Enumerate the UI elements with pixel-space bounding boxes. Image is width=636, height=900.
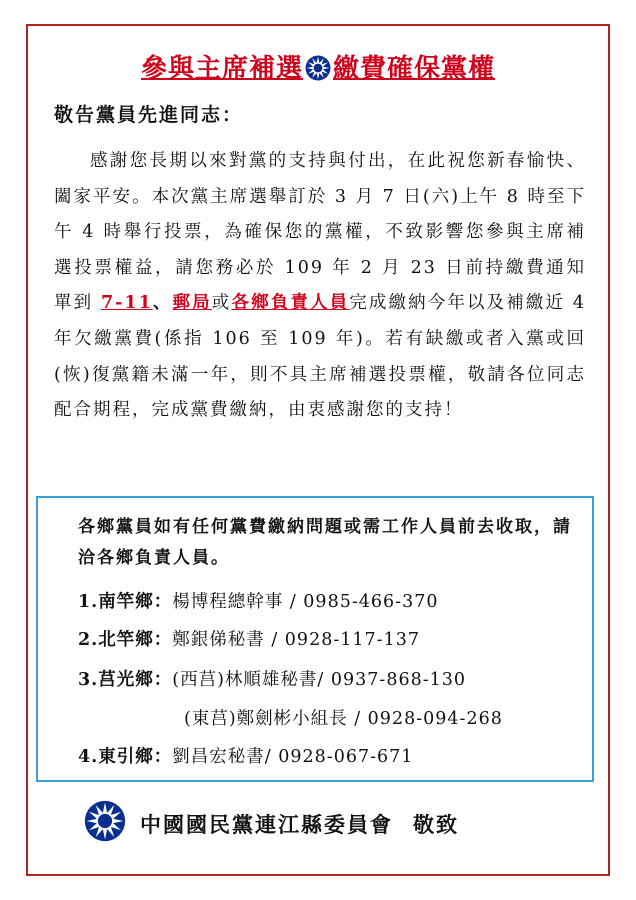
contact-township: 2.北竿鄉：	[78, 630, 173, 650]
contact-item	[184, 705, 503, 730]
contact-township: 3.莒光鄉：	[78, 670, 173, 690]
contact-township: 1.南竿鄉：	[78, 592, 173, 612]
organization-name: 中國國民黨連江縣委員會	[140, 811, 393, 837]
contact-person: 劉昌宏秘書/ 0928-067-671	[172, 747, 414, 767]
contact-person: (西莒)林順雄秘書/ 0937-868-130	[172, 670, 467, 690]
highlight-township-staff: 各鄉負責人員	[231, 293, 350, 314]
highlight-post-office: 郵局	[172, 293, 212, 314]
page-title	[0, 48, 636, 88]
title-part1: 參與主席補選	[140, 54, 303, 84]
contact-note: 各鄉黨員如有任何黨費繳納問題或需工作人員前去收取，請洽各鄉負責人員。	[78, 517, 572, 568]
salutation: 敬告黨員先進同志：	[54, 104, 244, 126]
contact-person: 楊博程總幹事 / 0985-466-370	[172, 592, 439, 612]
body-sep2: 或	[211, 293, 232, 314]
kmt-logo-icon	[84, 800, 140, 847]
title-part2: 繳費確保黨權	[333, 54, 496, 84]
announcement-body	[54, 144, 586, 429]
contact-item	[78, 588, 438, 613]
signature-line	[84, 800, 459, 847]
contact-township: 4.東引鄉：	[78, 747, 173, 767]
contact-person: 鄭銀俤秘書 / 0928-117-137	[172, 630, 420, 650]
highlight-7-11: 7-11	[100, 293, 153, 314]
contact-item	[78, 666, 466, 691]
body-sep1: 、	[152, 293, 173, 314]
contact-person: (東莒)鄭劍彬小組長 / 0928-094-268	[184, 709, 503, 729]
kmt-emblem-icon	[305, 55, 331, 88]
body-text-end: 完成繳納今年以及補繳近 4 年欠繳黨費(係指 106 至 109 年)。若有缺繳或者入黨或回(恢)復黨籍未滿一年，則不具主席補選投票權，敬請各位同志配合期程，完成黨費繳納，由衷感謝您的支持！	[54, 293, 587, 421]
body-text-start: 感謝您長期以來對黨的支持與付出，在此祝您新春愉快、闔家平安。本次黨主席選舉訂於 3 月 7 日(六)上午 8 時至下午 4 時舉行投票，為確保您的黨權，不致影響您參與主席補選投票權益，請您務必於 109 年 2 月 23 日前持繳費通知單到	[54, 151, 586, 314]
contact-item	[78, 626, 420, 651]
contact-item	[78, 743, 413, 768]
closing-word: 敬致	[413, 811, 459, 837]
